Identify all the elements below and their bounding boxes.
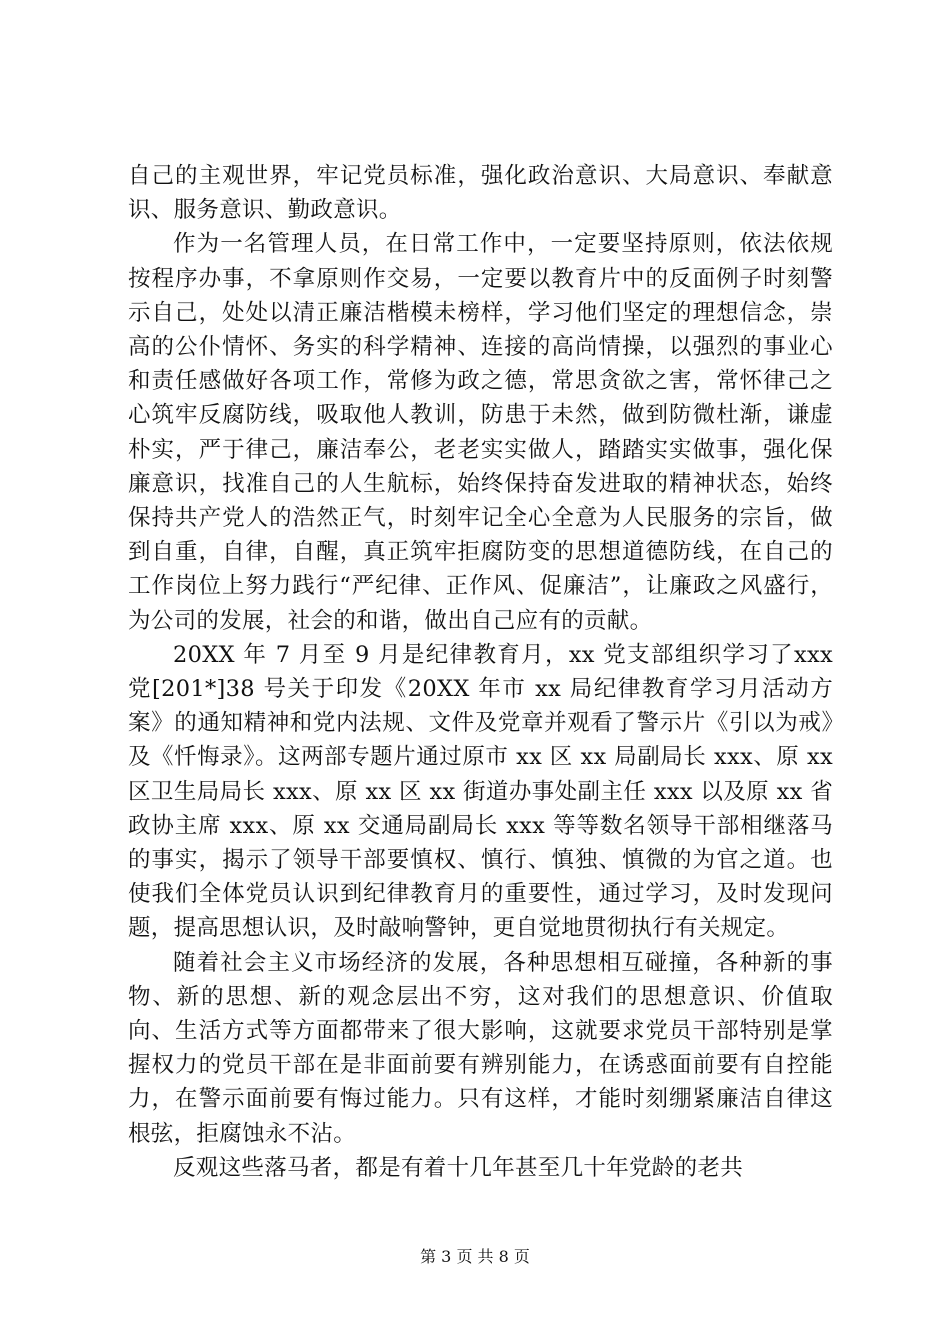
paragraph-3: 20XX 年 7 月至 9 月是纪律教育月，xx 党支部组织学习了xxx 党[201*]38 号关于印发《20XX 年市 xx 局纪律教育学习月活动方案》的通知精神和党内法规、文件及党章并观看了警示片《引以为戒》及《忏悔录》。这两部专题片通过原市 xx 区 xx 局副局长 xxx、原 xx 区卫生局局长 xxx、原 xx 区 xx 街道办事处副主任 xxx 以及原 xx 省政协主席 xxx、原 xx 交通局副局长 xxx 等等数名领导干部相继落马的事实，揭示了领导干部要慎权、慎行、慎独、慎微的为官之道。也使我们全体党员认识到纪律教育月的重要性，通过学习，及时发现问题，提高思想认识，及时敲响警钟，更自觉地贯彻执行有关规定。 bbox=[128, 641, 833, 942]
document-body bbox=[128, 159, 833, 1185]
paragraph-4: 随着社会主义市场经济的发展，各种思想相互碰撞，各种新的事物、新的思想、新的观念层出不穷，这对我们的思想意识、价值取向、生活方式等方面都带来了很大影响，这就要求党员干部特别是掌握权力的党员干部在是非面前要有辨别能力，在诱惑面前要有自控能力，在警示面前要有悔过能力。只有这样，才能时刻绷紧廉洁自律这根弦，拒腐蚀永不沾。 bbox=[128, 949, 833, 1147]
paragraph-2: 作为一名管理人员，在日常工作中，一定要坚持原则，依法依规按程序办事，不拿原则作交易，一定要以教育片中的反面例子时刻警示自己，处处以清正廉洁楷模未榜样，学习他们坚定的理想信念，崇高的公仆情怀、务实的科学精神、连接的高尚情操，以强烈的事业心和责任感做好各项工作，常修为政之德，常思贪欲之害，常怀律己之心筑牢反腐防线，吸取他人教训，防患于未然，做到防微杜渐，谦虚朴实，严于律己，廉洁奉公，老老实实做人，踏踏实实做事，强化保廉意识，找准自己的人生航标，始终保持奋发进取的精神状态，始终保持共产党人的浩然正气，时刻牢记全心全意为人民服务的宗旨，做到自重，自律，自醒，真正筑牢拒腐防变的思想道德防线，在自己的工作岗位上努力践行“严纪律、正作风、促廉洁”，让廉政之风盛行，为公司的发展，社会的和谐，做出自己应有的贡献。 bbox=[128, 231, 833, 634]
paragraph-5: 反观这些落马者，都是有着十几年甚至几十年党龄的老共 bbox=[173, 1154, 744, 1181]
page-footer: 第 3 页 共 8 页 bbox=[420, 1247, 530, 1266]
paragraph-1: 自己的主观世界，牢记党员标准，强化政治意识、大局意识、奉献意识、服务意识、勤政意识。 bbox=[128, 163, 833, 224]
